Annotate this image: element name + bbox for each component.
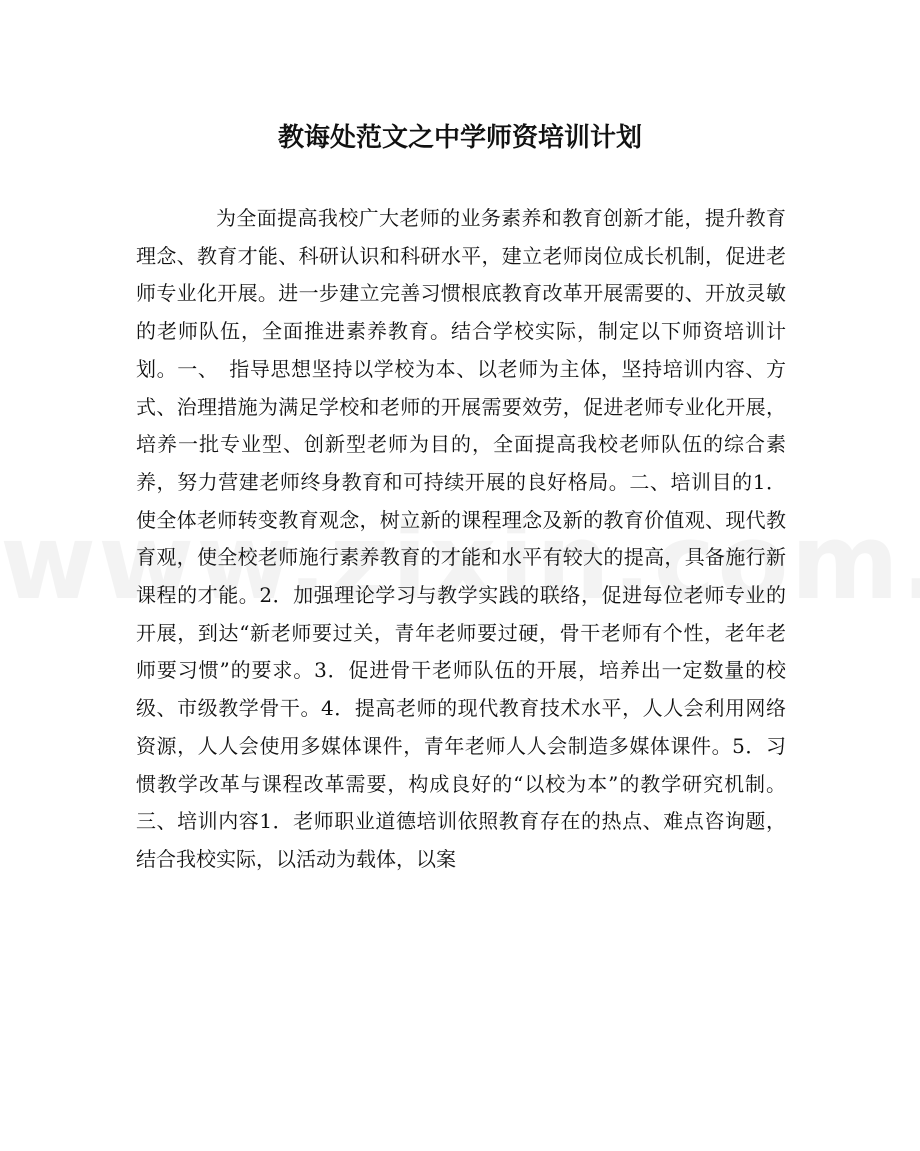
body-paragraph: 为全面提高我校广大老师的业务素养和教育创新才能，提升教育理念、教育才能、科研认识和科研水平，建立老师岗位成长机制，促进老师专业化开展。进一步建立完善习惯根底教育改革开展需要的、开放灵敏的老师队伍，全面推进素养教育。结合学校实际，制定以下师资培训计划。一、 指导思想坚持以学校为本、以老师为主体，坚持培训内容、方式、治理措施为满足学校和老师的开展需要效劳，促进老师专业化开展，培养一批专业型、创新型老师为目的，全面提高我校老师队伍的综合素养，努力营建老师终身教育和可持续开展的良好格局。二、培训目的1．使全体老师转变教育观念，树立新的课程理念及新的教育价值观、现代教育观，使全校老师施行素养教育的才能和水平有较大的提高，具备施行新课程的才能。2．加强理论学习与教学实践的联络，促进每位老师专业的开展，到达“新老师要过关，青年老师要过硬，骨干老师有个性，老年老师要习惯”的要求。3．促进骨干老师队伍的开展，培养出一定数量的校级、市级教学骨干。4．提高老师的现代教育技术水平，人人会利用网络资源，人人会使用多媒体课件，青年老师人人会制造多媒体课件。5．习惯教学改革与课程改革需要，构成良好的“以校为本”的教学研究机制。三、培训内容1．老师职业道德培训依照教育存在的热点、难点咨询题，结合我校实际，以活动为载体，以案: [136, 206, 786, 871]
document-title: 教诲处范文之中学师资培训计划: [277, 123, 642, 153]
